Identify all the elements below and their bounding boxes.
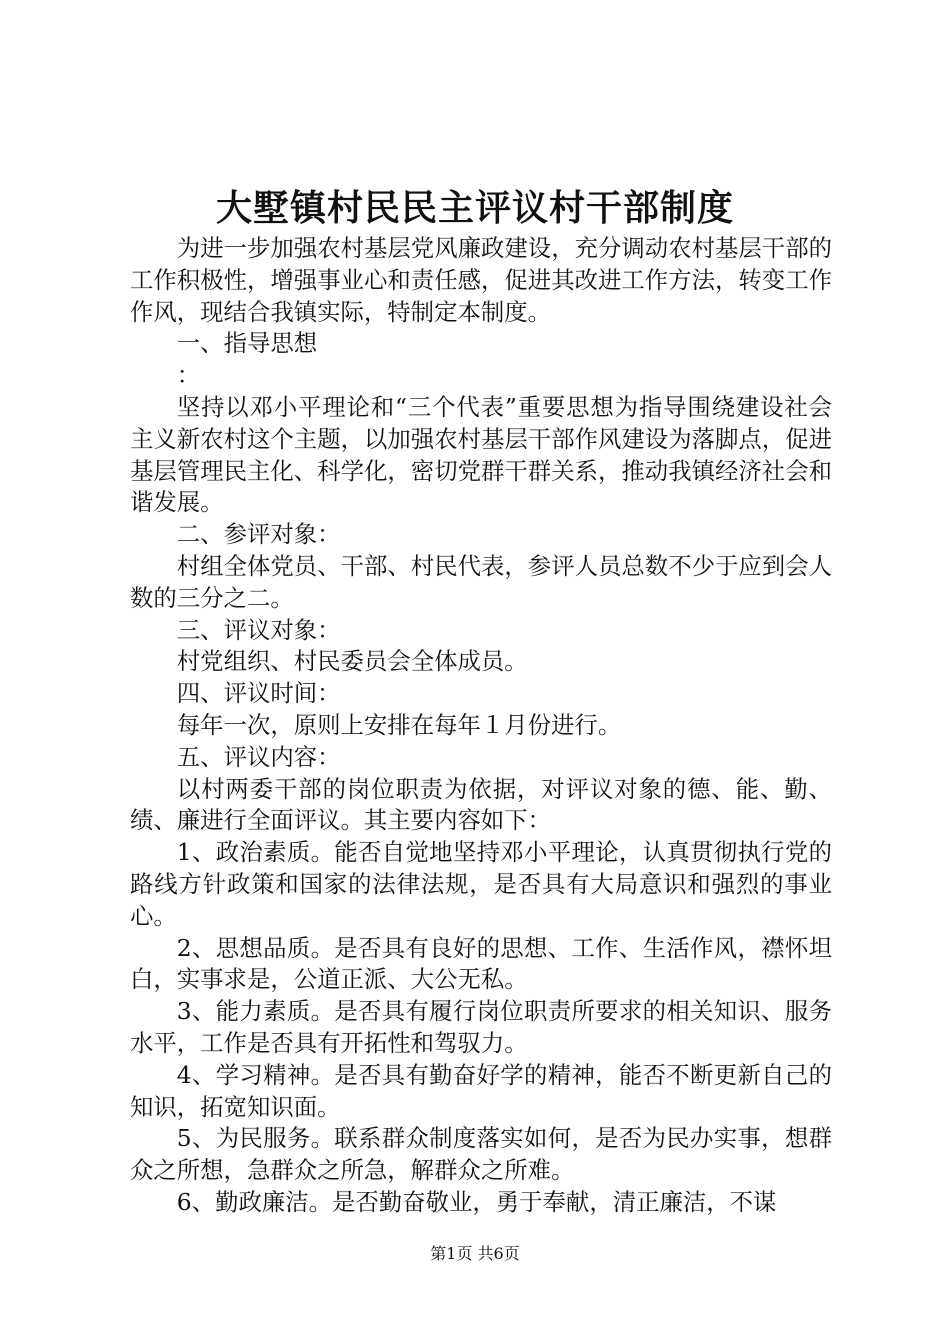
document-title: 大墅镇村民民主评议村干部制度 [215,187,734,229]
paragraph-intro: 为进一步加强农村基层党风廉政建设，充分调动农村基层干部的工作积极性，增强事业心和责任感，促进其改进工作方法，转变工作作风，现结合我镇实际，特制定本制度。 [130,234,832,326]
list-item-ability: 3、能力素质。是否具有履行岗位职责所要求的相关知识、服务水平，工作是否具有开拓性和驾驭力。 [130,997,832,1057]
list-item-learning-spirit: 4、学习精神。是否具有勤奋好学的精神，能否不断更新自己的知识，拓宽知识面。 [130,1060,832,1121]
paragraph-participants: 村组全体党员、干部、村民代表，参评人员总数不少于应到会人数的三分之二。 [130,551,832,612]
heading-guiding-ideology: 一、指导思想 [176,329,318,358]
list-item-serving-people: 5、为民服务。联系群众制度落实如何，是否为民办实事，想群众之所想，急群众之所急，解群众之所难。 [130,1124,832,1185]
paragraph-evaluated-objects: 村党组织、村民委员会全体成员。 [176,647,528,676]
heading-participants: 二、参评对象： [176,520,341,549]
list-item-diligence-integrity: 6、勤政廉洁。是否勤奋敬业，勇于奉献，清正廉洁，不谋 [176,1187,777,1216]
paragraph-colon: ： [176,361,201,390]
heading-evaluation-content: 五、评议内容： [176,742,341,771]
heading-evaluation-time: 四、评议时间： [176,679,341,708]
list-item-political-quality: 1、政治素质。能否自觉地坚持邓小平理论，认真贯彻执行党的路线方针政策和国家的法律法规，是否具有大局意识和强烈的事业心。 [130,838,832,930]
paragraph-guiding-ideology: 坚持以邓小平理论和“三个代表”重要思想为指导围绕建设社会主义新农村这个主题，以加强农村基层干部作风建设为落脚点，促进基层管理民主化、科学化，密切党群干群关系，推动我镇经济社会和谐发展。 [130,392,832,517]
document-body [130,233,832,1219]
paragraph-evaluation-time: 每年一次，原则上安排在每年１月份进行。 [176,710,622,739]
paragraph-evaluation-content: 以村两委干部的岗位职责为依据，对评议对象的德、能、勤、绩、廉进行全面评议。其主要内容如下： [130,774,832,835]
heading-evaluated-objects: 三、评议对象： [176,615,341,644]
list-item-ideological-character: 2、思想品质。是否具有良好的思想、工作、生活作风，襟怀坦白，实事求是，公道正派、大公无私。 [130,933,832,994]
page-number-footer: 第1页 共6页 [430,1244,520,1263]
